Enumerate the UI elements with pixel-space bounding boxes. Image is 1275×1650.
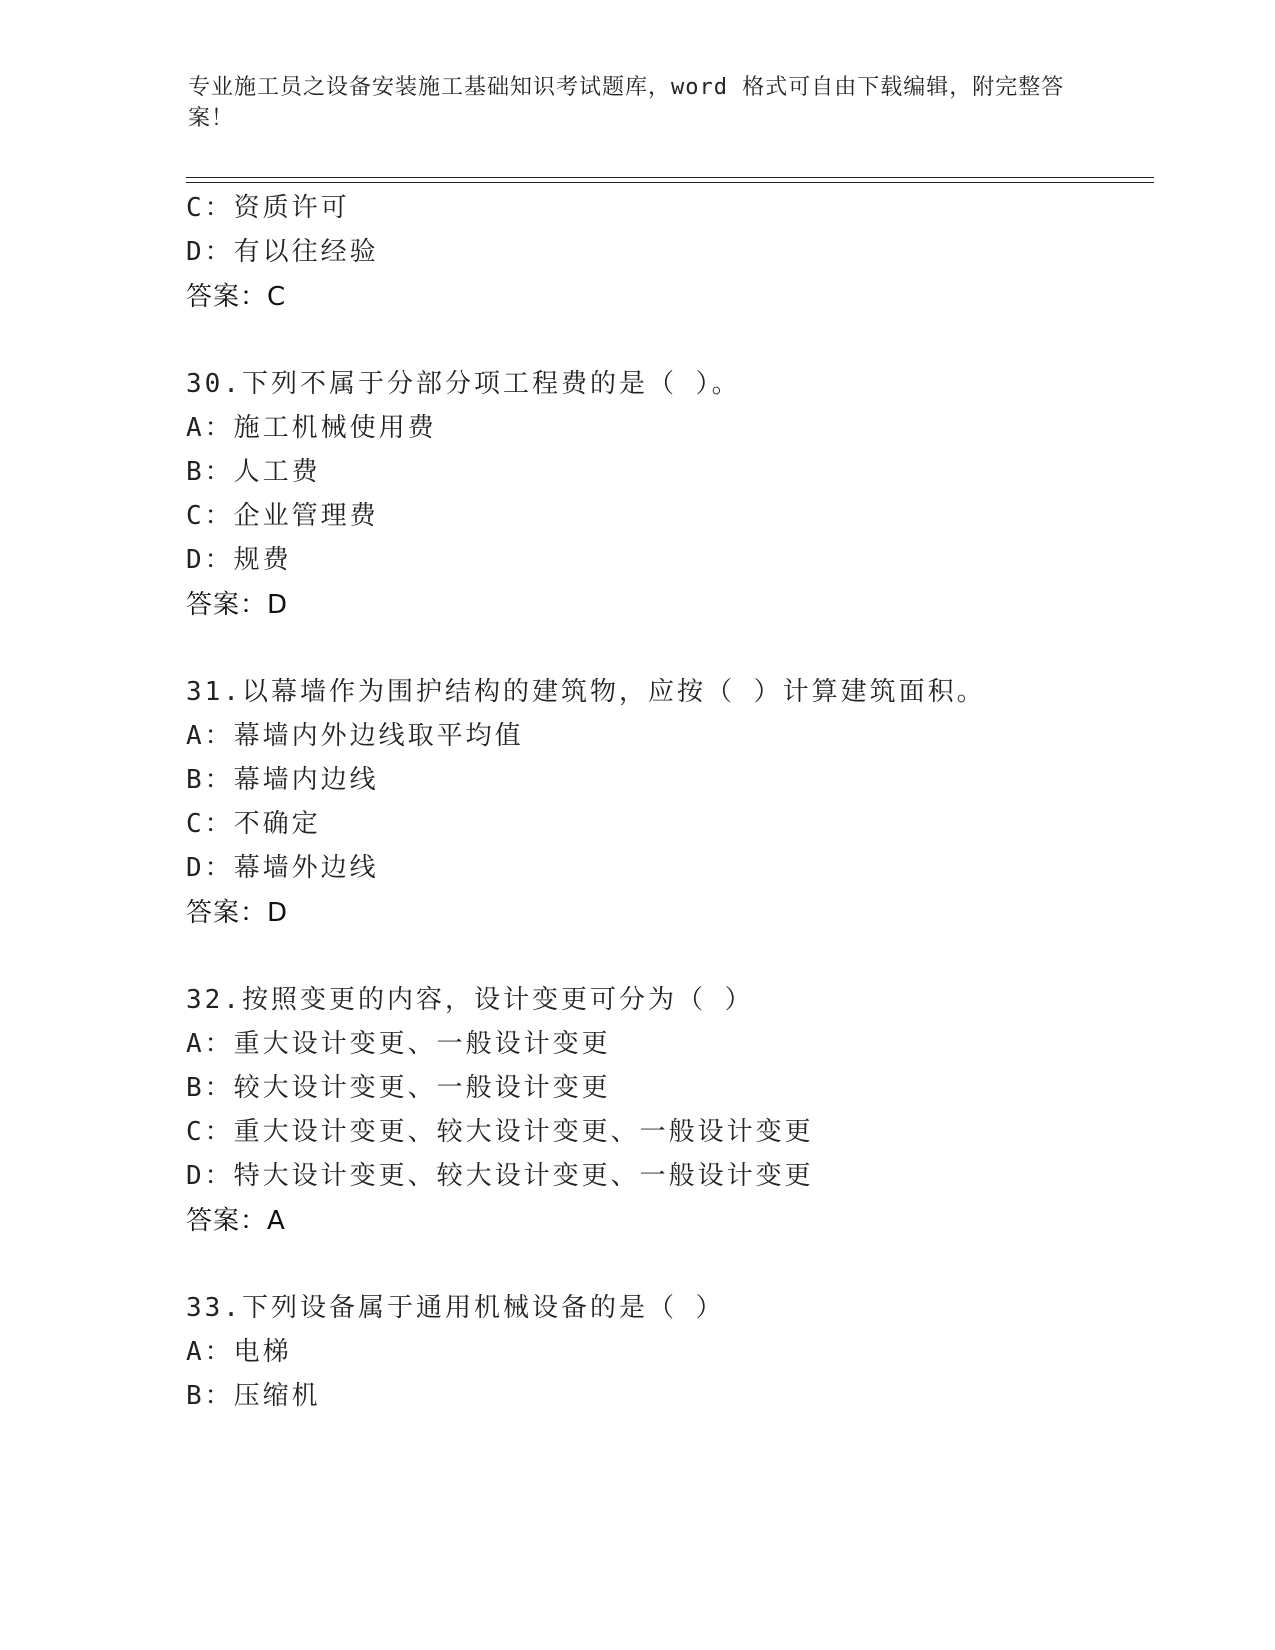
answer-label: 答案： <box>186 590 268 620</box>
answer-value: D <box>267 590 289 620</box>
option-b <box>186 1071 611 1105</box>
option-label: D： <box>186 237 234 267</box>
option-c <box>186 807 321 841</box>
option-b <box>186 455 321 489</box>
option-label: A： <box>186 721 234 751</box>
option-text: 幕墙外边线 <box>233 853 379 883</box>
option-label: A： <box>186 1337 234 1367</box>
option-text: 资质许可 <box>233 193 350 223</box>
option-label: B： <box>186 765 234 795</box>
option-c <box>186 1115 814 1149</box>
header-divider-top <box>186 177 1154 178</box>
option-text: 有以往经验 <box>233 237 379 267</box>
option-text: 不确定 <box>233 809 321 839</box>
document-header: 专业施工员之设备安装施工基础知识考试题库，word 格式可自由下载编辑，附完整答案！ <box>188 75 1065 131</box>
option-label: B： <box>186 457 234 487</box>
question-stem: 32.按照变更的内容，设计变更可分为（ ） <box>186 985 754 1015</box>
answer-label: 答案： <box>186 1206 268 1236</box>
answer-label: 答案： <box>186 282 268 312</box>
option-c <box>186 191 350 225</box>
option-text: 人工费 <box>233 457 321 487</box>
header-divider-bottom <box>186 182 1154 183</box>
question-stem: 33.下列设备属于通用机械设备的是（ ） <box>186 1293 725 1323</box>
option-d <box>186 851 379 885</box>
answer-line <box>186 280 286 314</box>
option-label: C： <box>186 809 234 839</box>
option-label: C： <box>186 1117 234 1147</box>
option-text: 规费 <box>233 545 292 575</box>
option-a <box>186 1027 611 1061</box>
answer-line <box>186 1204 286 1238</box>
question-stem: 30.下列不属于分部分项工程费的是（ ）。 <box>186 369 741 399</box>
option-label: A： <box>186 413 234 443</box>
option-text: 较大设计变更、一般设计变更 <box>233 1073 611 1103</box>
answer-value: C <box>267 282 287 312</box>
option-label: C： <box>186 501 234 531</box>
option-d <box>186 1159 814 1193</box>
option-b <box>186 763 379 797</box>
option-text: 重大设计变更、一般设计变更 <box>233 1029 611 1059</box>
answer-value: A <box>267 1206 286 1236</box>
option-text: 电梯 <box>233 1337 292 1367</box>
option-label: B： <box>186 1073 234 1103</box>
option-text: 重大设计变更、较大设计变更、一般设计变更 <box>233 1117 814 1147</box>
option-label: D： <box>186 545 234 575</box>
answer-label: 答案： <box>186 898 268 928</box>
option-label: A： <box>186 1029 234 1059</box>
option-text: 压缩机 <box>233 1381 321 1411</box>
answer-value: D <box>267 898 289 928</box>
option-label: D： <box>186 1161 234 1191</box>
option-d <box>186 235 379 269</box>
question-stem: 31.以幕墙作为围护结构的建筑物，应按（ ）计算建筑面积。 <box>186 677 986 707</box>
answer-line <box>186 588 288 622</box>
option-b <box>186 1379 321 1413</box>
option-d <box>186 543 292 577</box>
option-c <box>186 499 379 533</box>
option-label: C： <box>186 193 234 223</box>
option-text: 幕墙内边线 <box>233 765 379 795</box>
answer-line <box>186 896 288 930</box>
option-text: 施工机械使用费 <box>233 413 437 443</box>
option-text: 幕墙内外边线取平均值 <box>233 721 524 751</box>
option-a <box>186 1335 292 1369</box>
option-label: B： <box>186 1381 234 1411</box>
option-a <box>186 411 437 445</box>
option-label: D： <box>186 853 234 883</box>
option-text: 企业管理费 <box>233 501 379 531</box>
option-a <box>186 719 524 753</box>
option-text: 特大设计变更、较大设计变更、一般设计变更 <box>233 1161 814 1191</box>
